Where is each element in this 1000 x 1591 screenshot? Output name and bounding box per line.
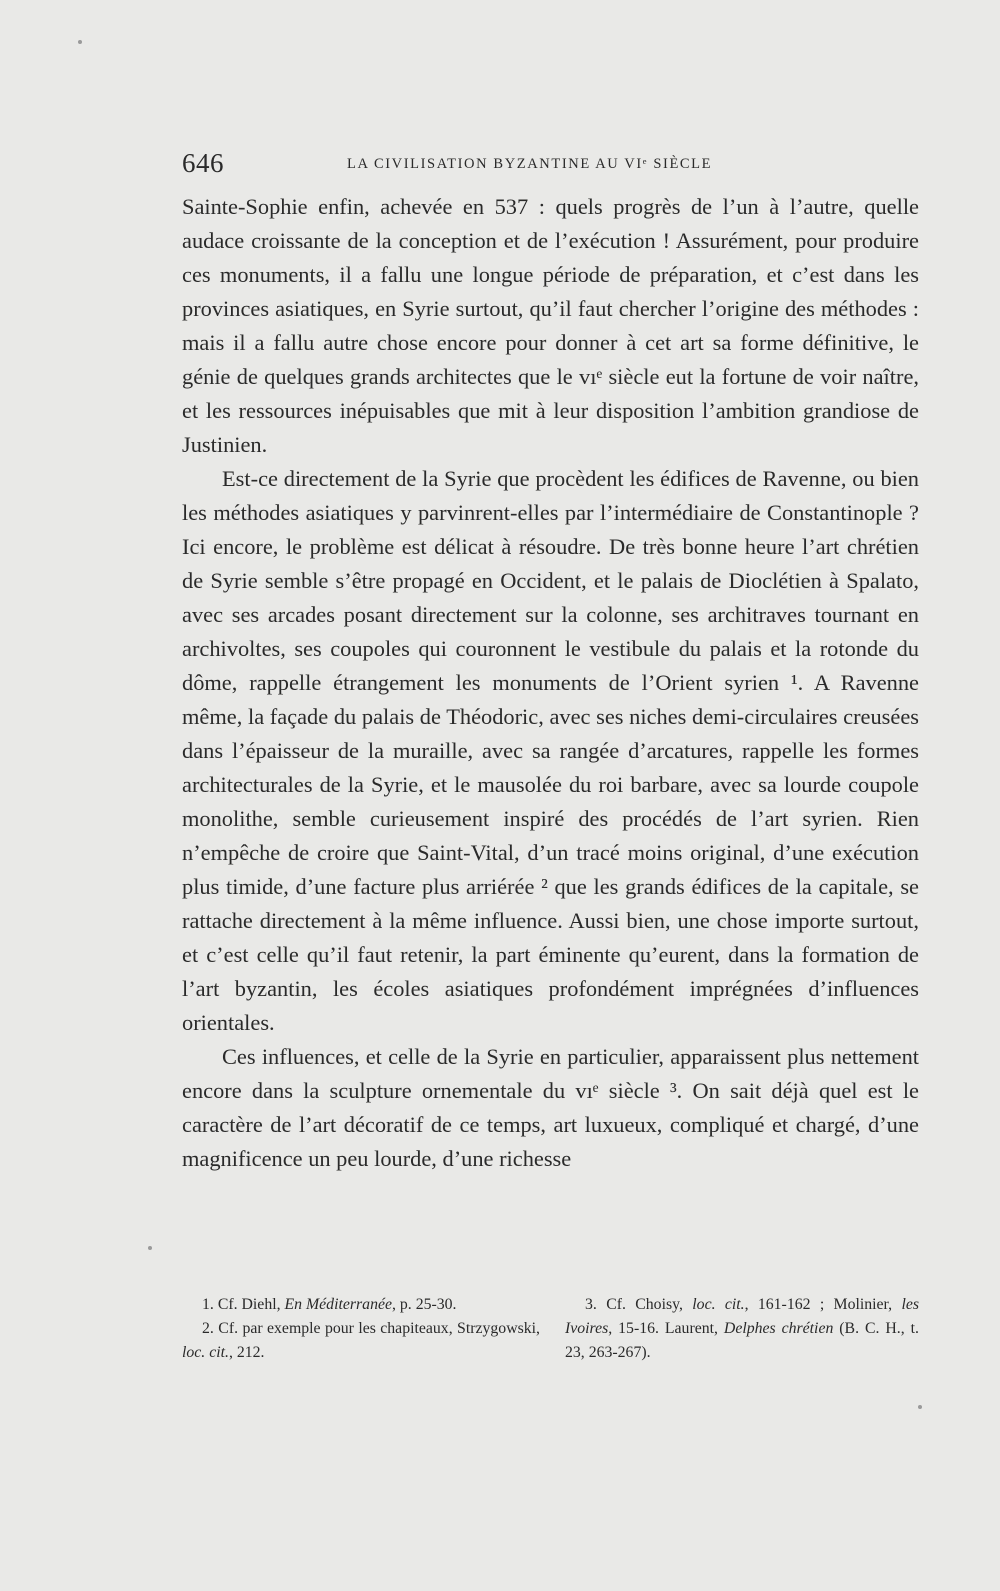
- footnote-1-tail: , p. 25-30.: [392, 1296, 457, 1313]
- footnote-2-number: 2.: [202, 1320, 214, 1337]
- footnote-3-ref: loc. cit.: [692, 1296, 745, 1313]
- paper-speck: [78, 40, 82, 44]
- footnote-2-ref: loc. cit.: [182, 1344, 229, 1361]
- footnote-2-tail: , 212.: [228, 1344, 265, 1361]
- running-title: LA CIVILISATION BYZANTINE AU VIᵉ SIÈCLE: [347, 156, 713, 172]
- footnote-3-title: les Ivoires: [565, 1296, 920, 1337]
- paper-speck: [148, 1246, 152, 1250]
- footnote-3: [565, 1293, 919, 1365]
- footnote-3-tail: (B. C. H., t. 23, 263-267).: [565, 1320, 919, 1361]
- footnotes-left-column: [182, 1293, 540, 1365]
- page-header: [182, 148, 918, 182]
- footnote-2-text: Cf. par exemple pour les chapiteaux, Strzygowski,: [218, 1320, 540, 1337]
- footnote-1-text: Cf. Diehl,: [217, 1296, 281, 1313]
- paper-speck: [918, 1405, 922, 1409]
- footnote-1: [182, 1293, 540, 1317]
- footnote-3-title2: Delphes chrétien: [723, 1320, 834, 1337]
- footnotes-right-column: [565, 1293, 919, 1365]
- footnote-3-mid2: , 15-16. Laurent,: [608, 1320, 718, 1337]
- footnote-3-mid: , 161-162 ; Molinier,: [744, 1296, 893, 1313]
- footnote-3-number: 3.: [585, 1296, 597, 1313]
- footnote-1-number: 1.: [202, 1296, 214, 1313]
- page-number: 646: [182, 148, 224, 178]
- footnote-2: [182, 1317, 540, 1365]
- footnote-3-text: Cf. Choisy,: [606, 1296, 683, 1313]
- paragraph-2: Est-ce directement de la Syrie que procèdent les édifices de Ravenne, ou bien les méthodes asiatiques y parvinrent-elles par l’intermédiaire de Constantinople ? Ici encore, le problème est délicat à résoudre. De très bonne heure l’art chrétien de Syrie semble s’être propagé en Occident, et le palais de Dioclétien à Spalato, avec ses arcades posant directement sur la colonne, ses architraves tournant en archivoltes, ses coupoles qui couronnent le vestibule du palais et la rotonde du dôme, rappelle étrangement les monuments de l’Orient syrien ¹. A Ravenne même, la façade du palais de Théodoric, avec ses niches demi-circulaires creusées dans l’épaisseur de la muraille, avec sa rangée d’arcatures, rappelle les formes architecturales de la Syrie, et le mausolée du roi barbare, avec sa lourde coupole monolithe, semble curieusement inspiré des procédés de l’art syrien. Rien n’empêche de croire que Saint-Vital, d’un tracé moins original, d’une exécution plus timide, d’une facture plus arriérée ² que les grands édifices de la capitale, se rattache directement à la même influence. Aussi bien, une chose importe surtout, et c’est celle qu’il faut retenir, la part éminente qu’eurent, dans la formation de l’art byzantin, les écoles asiatiques profondément imprégnées d’influences orientales.: [182, 466, 919, 1035]
- paragraph-1: Sainte-Sophie enfin, achevée en 537 : quels progrès de l’un à l’autre, quelle audace croissante de la conception et de l’exécution ! Assurément, pour produire ces monuments, il a fallu une longue période de préparation, et c’est dans les provinces asiatiques, en Syrie surtout, qu’il faut chercher l’origine des méthodes : mais il a fallu autre chose encore pour donner à cet art sa forme définitive, le génie de quelques grands architectes que le vıᵉ siècle eut la fortune de voir naître, et les ressources inépuisables que mit à leur disposition l’ambition grandiose de Justinien.: [182, 194, 919, 457]
- paragraph-3: Ces influences, et celle de la Syrie en particulier, apparaissent plus nettement encore dans la sculpture ornementale du vıᵉ siècle ³. On sait déjà quel est le caractère de l’art décoratif de ce temps, art luxueux, compliqué et chargé, d’une magnificence un peu lourde, d’une richesse: [182, 1044, 919, 1171]
- main-text: [182, 190, 919, 1176]
- footnote-1-title: En Méditerranée: [284, 1296, 392, 1313]
